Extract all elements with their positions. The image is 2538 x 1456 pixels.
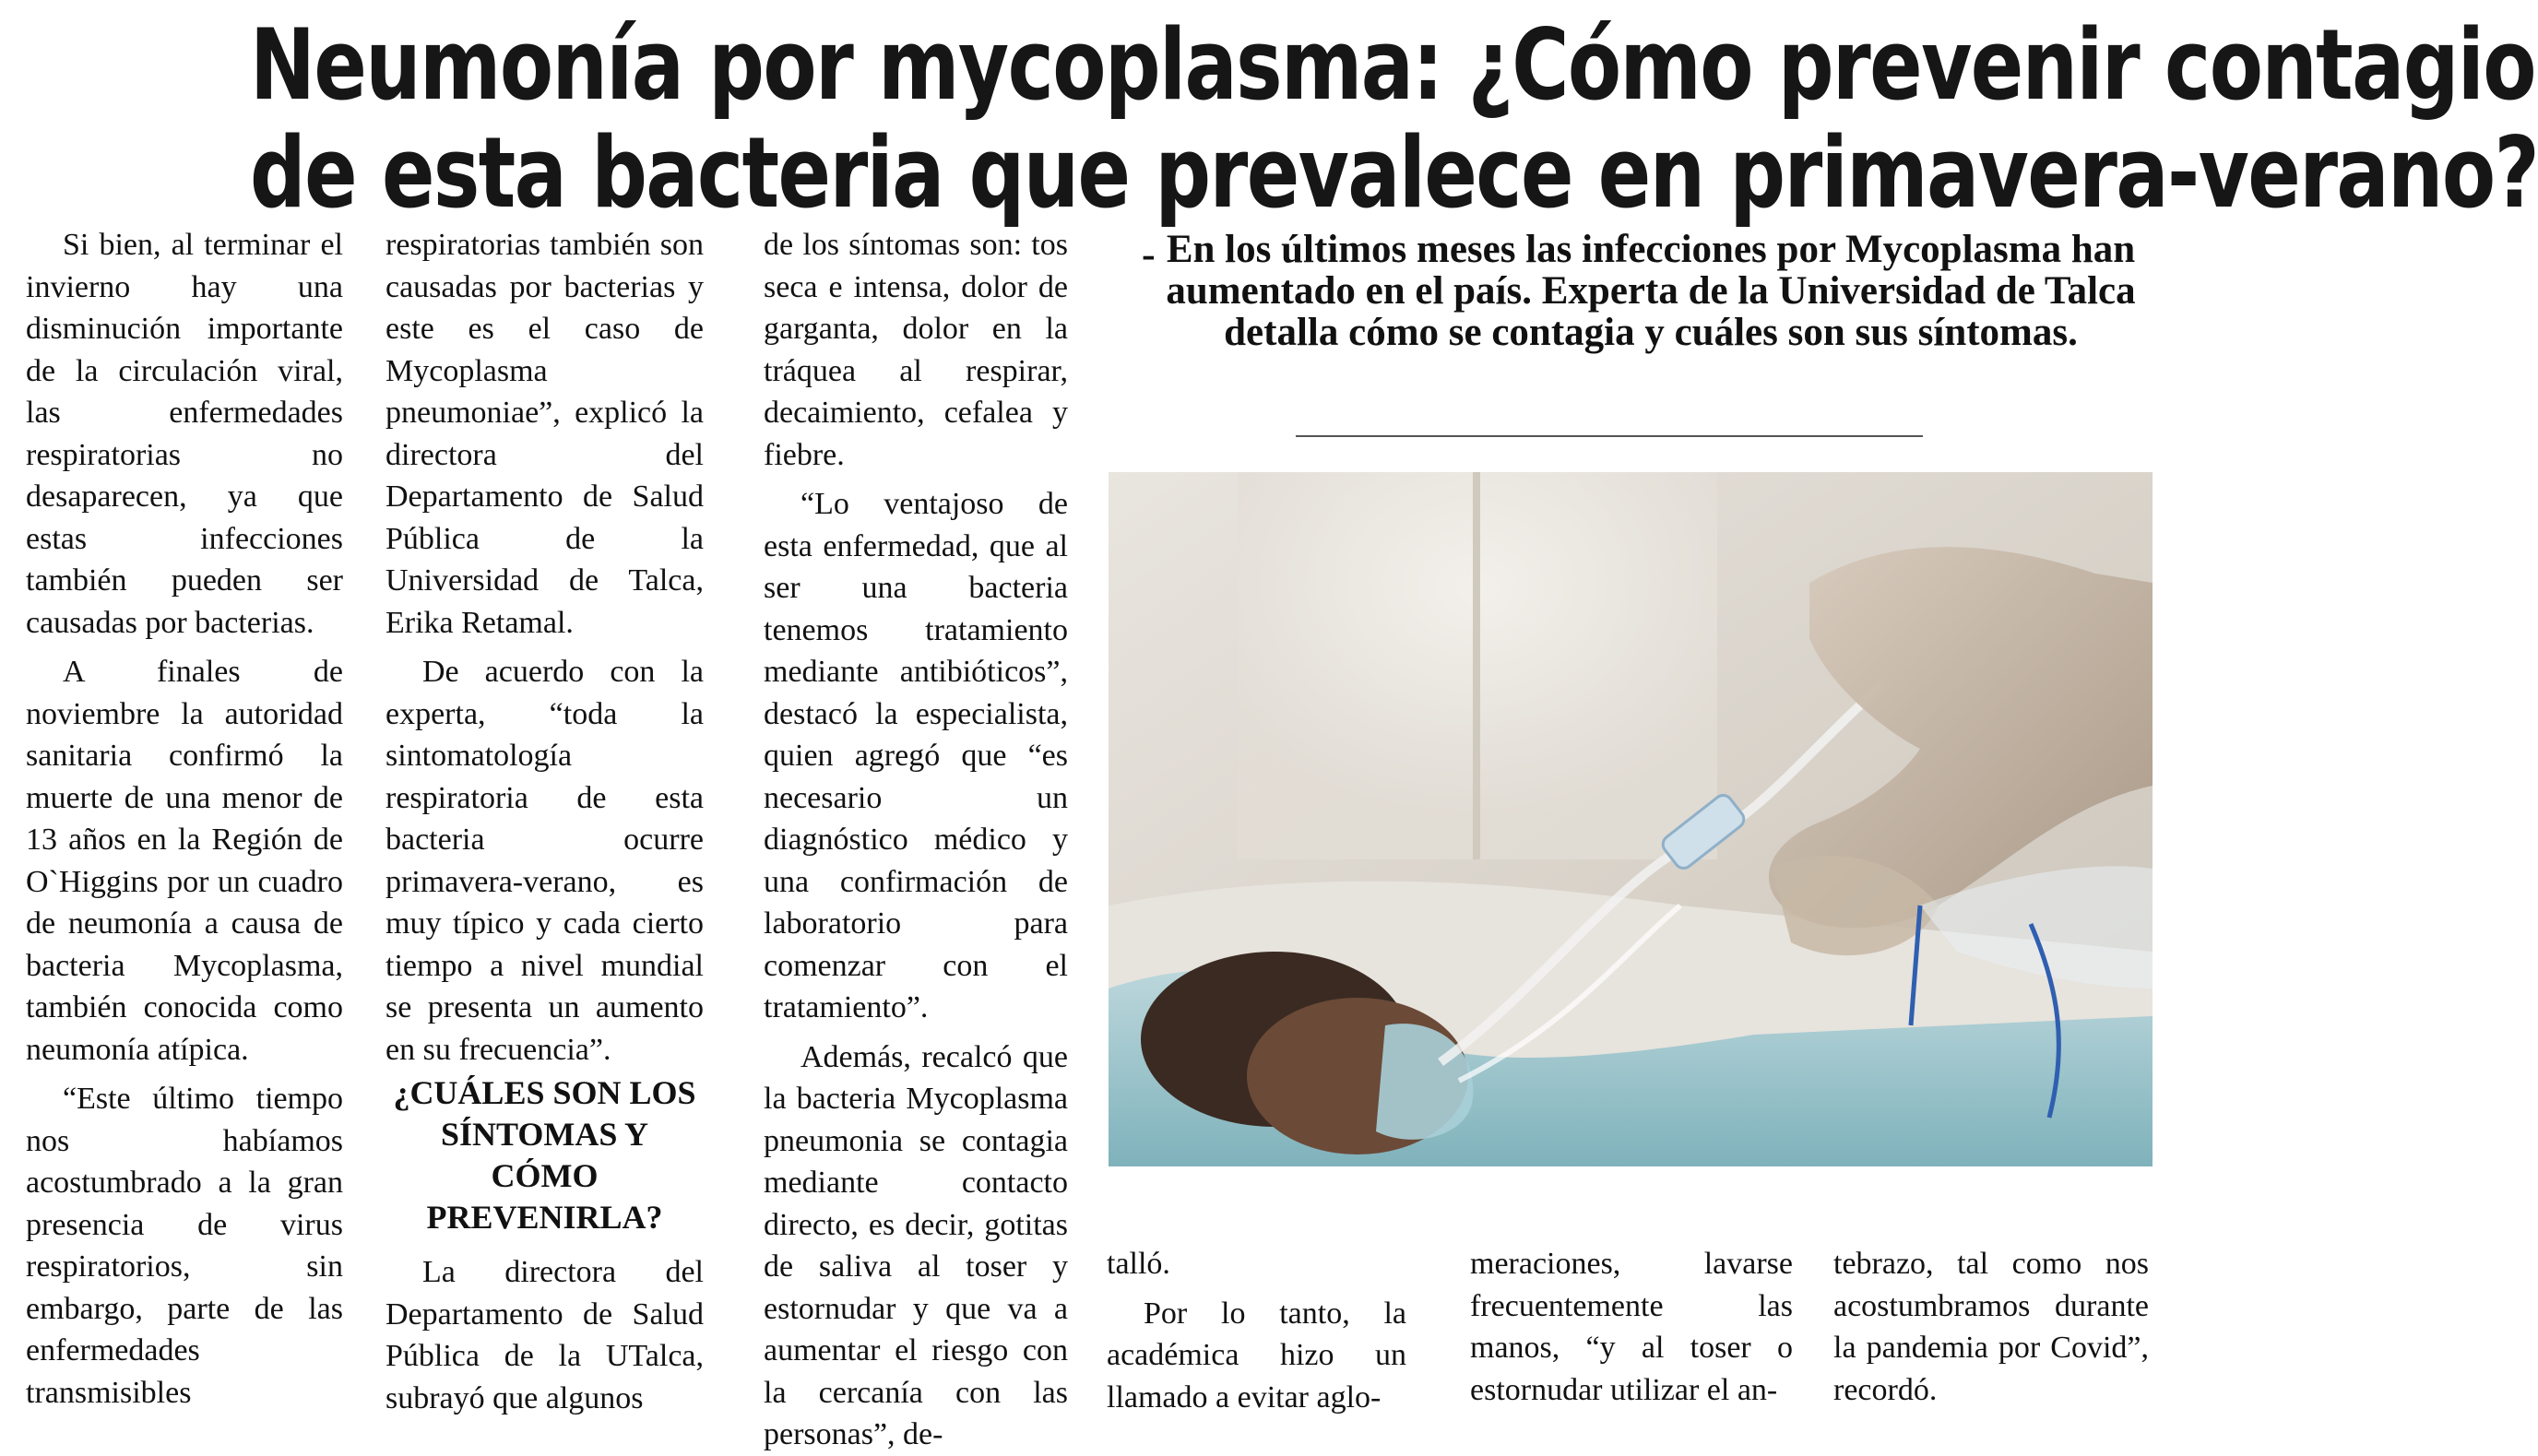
headline-line-2: de esta bacteria que prevalece en primavera-verano? xyxy=(250,116,2538,230)
article-column-2 xyxy=(385,224,704,1419)
article-column-5 xyxy=(1470,1243,1793,1411)
lead-dash: - xyxy=(1142,231,1156,277)
article-column-4 xyxy=(1107,1243,1406,1418)
window-frame xyxy=(1473,472,1480,859)
article-column-6 xyxy=(1833,1243,2149,1411)
section-subheading: ¿CUÁLES SON LOS SÍNTOMAS Y CÓMO PREVENIRLA? xyxy=(393,1074,696,1236)
paragraph: respiratorias también son causadas por bacterias y este es el caso de Mycoplasma pneumoniae”, explicó la directora del Departamento de Salud Pública de la Universidad de Talca, Erika Retamal. xyxy=(385,228,704,640)
paragraph: A finales de noviembre la autoridad sanitaria confirmó la muerte de una menor de 13 años en la Región de O`Higgins por un cuadro de neumonía a causa de bacteria Mycoplasma, también conocida como neumonía atípica. xyxy=(26,655,343,1067)
paragraph: Si bien, al terminar el invierno hay una disminución importante de la circulación viral, las enfermedades respiratorias no desaparecen, ya que estas infecciones también pueden ser causadas por bacterias. xyxy=(26,228,343,640)
article-column-1 xyxy=(26,224,343,1414)
paragraph: “Este último tiempo nos habíamos acostumbrado a la gran presencia de virus respiratorios, sin embargo, parte de las enfermedades transmisibles xyxy=(26,1082,343,1410)
paragraph: de los síntomas son: tos seca e intensa, dolor de garganta, dolor en la tráquea al respirar, decaimiento, cefalea y fiebre. xyxy=(764,228,1068,472)
paragraph: Por lo tanto, la académica hizo un llamado a evitar aglo- xyxy=(1107,1296,1406,1415)
lead-summary: En los últimos meses las infecciones por Mycoplasma han aumentado en el país. Experta de la Universidad de Talca detalla cómo se contagia y cuáles son sus síntomas. xyxy=(1166,228,2136,354)
article-photo xyxy=(1109,472,2153,1166)
article-column-3 xyxy=(764,224,1068,1456)
paragraph: talló. xyxy=(1107,1247,1170,1281)
patient-oxygen-mask-photo xyxy=(1109,472,2153,1166)
headline-line-1: Neumonía por mycoplasma: ¿Cómo prevenir contagio xyxy=(250,8,2535,122)
paragraph: La directora del Departamento de Salud Pública de la UTalca, subrayó que algunos xyxy=(385,1255,704,1415)
paragraph: “Lo ventajoso de esta enfermedad, que al ser una bacteria tenemos tratamiento mediante antibióticos”, destacó la especialista, quien agregó que “es necesario un diagnóstico médico y una confirmación de laboratorio para comenzar con el tratamiento”. xyxy=(764,487,1068,1024)
paragraph: tebrazo, tal como nos acostumbramos durante la pandemia por Covid”, recordó. xyxy=(1833,1247,2149,1407)
paragraph: De acuerdo con la experta, “toda la sintomatología respiratoria de esta bacteria ocurre primavera-verano, es muy típico y cada cierto tiempo a nivel mundial se presenta un aumento en su frecuencia”. xyxy=(385,655,704,1067)
paragraph: meraciones, lavarse frecuentemente las manos, “y al toser o estornudar utilizar el an- xyxy=(1470,1247,1793,1407)
lead-divider xyxy=(1296,435,1923,437)
paragraph: Además, recalcó que la bacteria Mycoplasma pneumonia se contagia mediante contacto directo, es decir, gotitas de saliva al toser y estornudar y que va a aumentar el riesgo con la cercanía con las personas”, de- xyxy=(764,1039,1068,1451)
